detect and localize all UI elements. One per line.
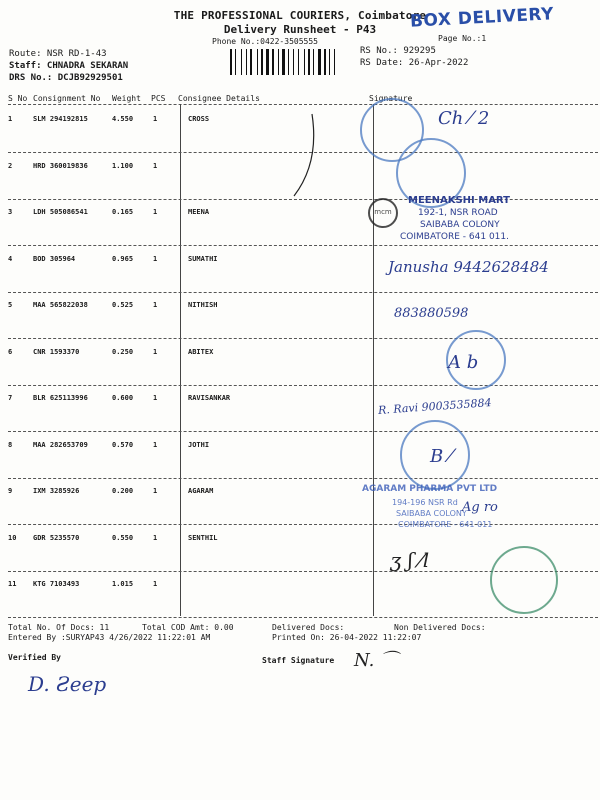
row-7-consignee: RAVISANKAR	[188, 394, 231, 402]
row-1-weight: 4.550	[112, 115, 134, 123]
row-6-weight: 0.250	[112, 347, 134, 356]
barcode-bar	[329, 49, 330, 75]
consignee-column-divider	[180, 104, 181, 616]
barcode-bar	[288, 49, 289, 75]
row-4-consignment: BOD 305964	[33, 254, 76, 263]
row-11-pcs: 1	[153, 580, 158, 588]
row-1-consignment: SLM 294192815	[33, 115, 88, 123]
col-header-consignee: Consignee Details	[178, 94, 260, 103]
runsheet-title: Delivery Runsheet - P43	[223, 23, 377, 36]
drs-number: DRS No.: DCJB92929501	[9, 73, 123, 83]
barcode-bar	[270, 49, 271, 75]
row-4-weight: 0.965	[112, 254, 134, 263]
agaram-stamp-name: AGARAM PHARMA PVT LTD	[362, 484, 498, 494]
row-9-consignment: IXM 3285926	[33, 487, 80, 495]
barcode-bar	[266, 49, 269, 75]
signature-column-divider	[373, 104, 374, 616]
row-6-consignment: CNR 1593370	[33, 347, 80, 356]
barcode-bar	[248, 49, 249, 75]
row-6-pcs: 1	[153, 347, 158, 356]
handwritten-signature-11: ʒ ʃ ⁄l	[390, 548, 430, 572]
page-number: Page No.:1	[438, 34, 487, 43]
mart-stamp-address-2: SAIBABA COLONY	[420, 220, 500, 230]
row-divider	[8, 478, 598, 479]
barcode-bar	[257, 49, 258, 75]
row-6-consignee: ABITEX	[188, 347, 214, 356]
barcode-bar	[327, 49, 328, 75]
handwritten-signature-1: Ch ⁄ 2	[438, 108, 490, 129]
rs-date: RS Date: 26-Apr-2022	[360, 58, 469, 68]
barcode-bar	[298, 49, 299, 75]
row-5-pcs: 1	[153, 301, 158, 309]
agaram-stamp-address-3: COIMBATORE - 641 011	[398, 520, 493, 529]
barcode-bar	[324, 49, 326, 75]
row-4-sno: 4	[8, 254, 13, 263]
col-header-signature: Signature	[369, 94, 413, 103]
non-delivered-docs: Non Delivered Docs:	[394, 623, 486, 632]
row-divider	[8, 338, 598, 339]
barcode-bar	[293, 49, 294, 75]
barcode-bar	[237, 49, 240, 75]
row-10-weight: 0.550	[112, 533, 134, 542]
row-2-pcs: 1	[153, 161, 158, 170]
agaram-stamp-address-2: SAIBABA COLONY	[396, 509, 467, 518]
row-4-pcs: 1	[153, 254, 158, 263]
row-divider	[8, 292, 598, 293]
row-2-weight: 1.100	[112, 161, 134, 170]
barcode-bar	[311, 49, 312, 75]
barcode-bar	[233, 49, 234, 75]
barcode-bar	[336, 49, 339, 75]
rs-number: RS No.: 929295	[360, 46, 436, 56]
barcode-bar	[290, 49, 292, 75]
row-5-weight: 0.525	[112, 301, 134, 309]
row-divider	[8, 431, 598, 432]
row-11-sno: 11	[8, 580, 17, 588]
row-divider	[8, 385, 598, 386]
barcode-bar	[334, 49, 335, 75]
row-7-pcs: 1	[153, 394, 158, 402]
barcode-bar	[331, 49, 333, 75]
barcode-bar	[241, 49, 242, 75]
row-8-pcs: 1	[153, 440, 158, 449]
row-1-pcs: 1	[153, 115, 158, 123]
handwritten-mark-row2	[280, 110, 330, 200]
row-9-consignee: AGARAM	[188, 487, 214, 495]
handwritten-note-row7: R. Ravi 9003535884	[377, 396, 492, 417]
barcode-bar	[278, 49, 279, 75]
phone-number: Phone No.:0422-3505555	[212, 37, 318, 46]
mart-stamp-address-3: COIMBATORE - 641 011.	[400, 232, 509, 242]
row-divider	[8, 617, 598, 618]
barcode-bar	[230, 49, 232, 75]
col-header-weight: Weight	[112, 94, 141, 103]
barcode-bar	[264, 49, 265, 75]
barcode-bar	[304, 49, 305, 75]
staff-signature-ink: N. ⌒	[354, 650, 399, 671]
barcode-bar	[261, 49, 263, 75]
row-11-consignment: KTG 7103493	[33, 580, 80, 588]
handwritten-signature-6: A b	[448, 352, 479, 373]
row-6-sno: 6	[8, 347, 13, 356]
row-3-consignment: LDH 505086541	[33, 208, 88, 216]
row-5-sno: 5	[8, 301, 13, 309]
barcode-bar	[280, 49, 281, 75]
row-3-consignee: MEENA	[188, 208, 210, 216]
handwritten-signature-9: Ag ro	[462, 500, 498, 515]
barcode-bar	[272, 49, 274, 75]
barcode-bar	[300, 49, 303, 75]
row-8-weight: 0.570	[112, 440, 134, 449]
row-9-sno: 9	[8, 487, 13, 495]
staff-label: Staff: CHNADRA SEKARAN	[9, 61, 129, 71]
row-5-consignment: MAA 565822038	[33, 301, 88, 309]
barcode-bar	[246, 49, 247, 75]
row-3-weight: 0.165	[112, 208, 134, 216]
mart-stamp-address-1: 192-1, NSR ROAD	[418, 208, 498, 218]
row-3-sno: 3	[8, 208, 13, 216]
barcode-bar	[253, 49, 256, 75]
barcode-bar	[286, 49, 287, 75]
col-header-sno: S No	[8, 94, 28, 103]
row-2-consignment: HRD 360019836	[33, 161, 88, 170]
row-10-sno: 10	[8, 533, 17, 542]
barcode-bar	[308, 49, 310, 75]
row-8-consignment: MAA 282653709	[33, 440, 88, 449]
row-10-pcs: 1	[153, 533, 158, 542]
row-11-weight: 1.015	[112, 580, 134, 588]
barcode-bar	[306, 49, 307, 75]
row-7-sno: 7	[8, 394, 13, 402]
row-4-consignee: SUMATHI	[188, 254, 218, 263]
barcode-bar	[315, 49, 317, 75]
handwritten-note-row5: 883880598	[394, 306, 469, 321]
verified-by-label: Verified By	[8, 653, 61, 662]
round-stamp-5	[490, 546, 558, 614]
barcode-bar	[250, 49, 252, 75]
row-1-sno: 1	[8, 115, 13, 123]
barcode-bar	[295, 49, 297, 75]
agaram-stamp-address-1: 194-196 NSR Rd	[392, 498, 458, 507]
row-1-consignee: CROSS	[188, 115, 210, 123]
col-header-consignment: Consignment No	[33, 94, 101, 103]
mart-stamp-name: MEENAKSHI MART	[408, 195, 511, 206]
box-delivery-stamp: BOX DELIVERY	[409, 4, 555, 32]
barcode-bar	[259, 49, 260, 75]
entered-by: Entered By :SURYAP43 4/26/2022 11:22:01 AM	[8, 633, 211, 642]
header-divider	[8, 104, 598, 105]
verifier-signature-ink: D. Ƨeep	[28, 672, 107, 696]
route-label: Route: NSR RD-1-43	[9, 49, 107, 59]
barcode-bar	[313, 49, 314, 75]
delivered-docs: Delivered Docs:	[272, 623, 345, 632]
col-header-pcs: PCS	[151, 94, 166, 103]
row-divider	[8, 245, 598, 246]
row-3-pcs: 1	[153, 208, 158, 216]
mcm-logo: mcm	[368, 198, 398, 228]
handwritten-note-row4: Janusha 9442628484	[388, 258, 549, 276]
row-10-consignee: SENTHIL	[188, 533, 218, 542]
row-8-sno: 8	[8, 440, 13, 449]
row-2-sno: 2	[8, 161, 13, 170]
row-7-weight: 0.600	[112, 394, 134, 402]
barcode-bar	[282, 49, 285, 75]
printed-on: Printed On: 26-04-2022 11:22:07	[272, 633, 422, 642]
barcode-bar	[243, 49, 245, 75]
row-divider	[8, 524, 598, 525]
row-9-weight: 0.200	[112, 487, 134, 495]
total-docs: Total No. Of Docs: 11	[8, 623, 110, 632]
handwritten-signature-8: B ⁄	[430, 446, 452, 467]
row-7-consignment: BLR 625113996	[33, 394, 88, 402]
barcode-bar	[235, 49, 236, 75]
row-10-consignment: GDR 5235570	[33, 533, 80, 542]
row-9-pcs: 1	[153, 487, 158, 495]
barcode-bar	[275, 49, 277, 75]
company-title: THE PROFESSIONAL COURIERS, Coimbatore	[173, 9, 427, 22]
barcode-bar	[322, 49, 323, 75]
barcode-bar	[318, 49, 321, 75]
row-5-consignee: NITHISH	[188, 301, 218, 309]
staff-signature-label: Staff Signature	[262, 656, 335, 665]
barcode	[230, 49, 352, 75]
total-cod: Total COD Amt: 0.00	[142, 623, 234, 632]
row-8-consignee: JOTHI	[188, 440, 210, 449]
